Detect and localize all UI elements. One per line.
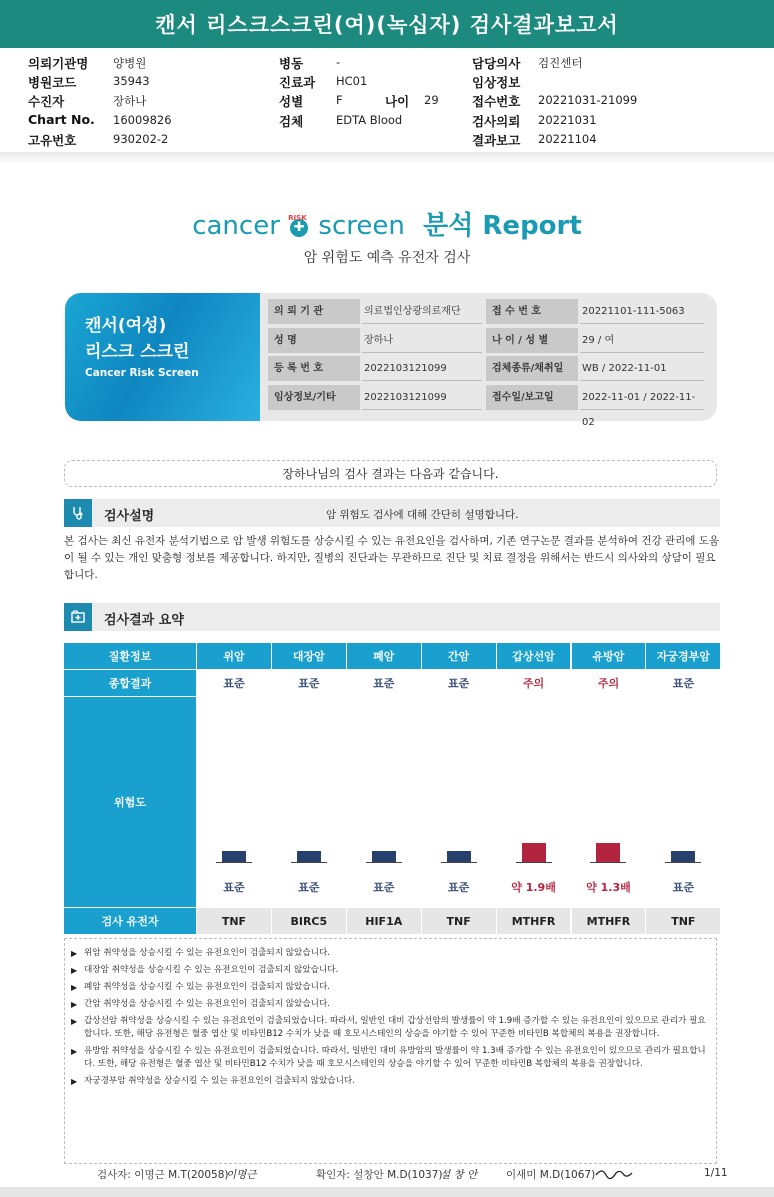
risk-bar	[522, 843, 546, 862]
test-description-text: 본 검사는 최신 유전자 분석기법으로 암 발생 위험도를 상승시킬 수 있는 유전요인을 검사하며, 기존 연구논문 결과를 분석하여 건강 관리에 도움이 될 수 있는 개인 맞춤형 정보를 제공합니다. 하지만, 질병의 진단과는 무관하므로 진단 및 치료 결정을 위해서는 반드시 의사와의 상담이 필요합니다.	[64, 535, 720, 581]
cancer-screen-logo	[0, 205, 774, 242]
bottom-strip	[0, 1187, 774, 1197]
report-icon	[64, 603, 92, 631]
info-value: 2022-11-01 / 2022-11-02	[580, 385, 704, 410]
note-item	[71, 1045, 709, 1071]
risk-bar	[671, 851, 695, 862]
disease-header-cell: 유방암	[572, 643, 646, 669]
note-text: 갑상선암 취약성을 상승시킬 수 있는 유전요인이 검출되었습니다. 따라서, 일반인 대비 갑상선암의 발생률이 약 1.9배 증가할 수 있는 유전요인이 있으므로 관리가 필요합니다. 또한, 해당 유전형은 혈중 엽산 및 비타민B12 수치가 낮을 때 호모시스테인의 상승을 야기할 수 있어 꾸준한 비타민B 복합체의 복용을 권장합니다.	[84, 1016, 706, 1039]
note-text: 간암 취약성을 상승시킬 수 있는 유전요인이 검출되지 않았습니다.	[84, 999, 330, 1009]
risk-label: 표준	[223, 881, 245, 894]
header-value: 20221031-21099	[538, 93, 638, 107]
risk-label: 표준	[298, 881, 320, 894]
header-label: Chart No.	[28, 112, 95, 127]
header-label: 의뢰기관명	[28, 56, 89, 71]
result-notice: 장하나님의 검사 결과는 다음과 같습니다.	[64, 460, 717, 487]
info-value: 29 / 여	[580, 328, 704, 353]
arrow-bullet-icon: ▶	[71, 1077, 78, 1086]
logo-risk-text: RISK	[288, 214, 307, 222]
gene-cell: HIF1A	[347, 908, 421, 934]
header-value: 장하나	[113, 94, 147, 108]
header-value: 930202-2	[113, 132, 169, 146]
risk-baseline	[590, 862, 626, 863]
confirmer-text: 확인자: 설창안 M.D(1037)	[316, 1169, 443, 1181]
risk-label: 표준	[448, 881, 470, 894]
note-item	[71, 981, 709, 994]
doctor2-text: 이새미 M.D(1067)	[506, 1169, 596, 1181]
arrow-bullet-icon: ▶	[71, 966, 78, 975]
overall-result-cell: 표준	[672, 677, 694, 690]
info-key: 접 수 번 호	[486, 299, 578, 324]
info-key: 등 록 번 호	[268, 356, 360, 381]
risk-bar	[596, 843, 620, 862]
logo-cancer: cancer	[192, 211, 280, 241]
header-value: 20221104	[538, 132, 597, 146]
header-label: 성별	[279, 94, 304, 109]
header-label: 담당의사	[472, 56, 521, 71]
header-value: -	[336, 55, 341, 69]
info-value: 2022103121099	[362, 385, 482, 410]
header-label: 검체	[279, 114, 304, 129]
disease-header-cell: 간암	[422, 643, 496, 669]
header-label: 진료과	[279, 75, 316, 90]
note-item	[71, 964, 709, 977]
gene-cell: BIRC5	[272, 908, 346, 934]
overall-result-cell: 주의	[597, 677, 620, 690]
header-label: 접수번호	[472, 94, 521, 109]
header-value: 20221031	[538, 113, 597, 127]
header-value: 35943	[113, 74, 150, 88]
risk-bar	[372, 851, 396, 862]
info-row	[268, 328, 708, 355]
note-text: 폐암 취약성을 상승시킬 수 있는 유전요인이 검출되지 않았습니다.	[84, 982, 330, 992]
section-description-subtitle: 암 위험도 검사에 대해 간단히 설명합니다.	[326, 509, 519, 521]
header-label: 고유번호	[28, 133, 77, 148]
risk-baseline	[216, 862, 252, 863]
header-age-label: 나이	[385, 94, 410, 109]
banner-title-en: Cancer Risk Screen	[85, 367, 199, 379]
header-value: 16009826	[113, 113, 172, 127]
risk-baseline	[516, 862, 552, 863]
header-value: HC01	[336, 74, 368, 88]
row-header-result: 종합결과	[64, 670, 196, 696]
risk-baseline	[291, 862, 327, 863]
page-number: 1/11	[704, 1167, 728, 1179]
risk-label: 표준	[672, 881, 694, 894]
header-value: 검진센터	[538, 56, 583, 70]
gene-cell: TNF	[422, 908, 496, 934]
disease-header-cell: 갑상선암	[497, 643, 571, 669]
risk-baseline	[366, 862, 402, 863]
arrow-bullet-icon: ▶	[71, 949, 78, 958]
header-value: F	[336, 93, 343, 107]
section-summary-bar	[64, 603, 720, 631]
risk-baseline	[665, 862, 701, 863]
row-header-risk: 위험도	[64, 697, 196, 907]
examiner-text: 검사자: 이명근 M.T(20058)	[97, 1169, 229, 1181]
arrow-bullet-icon: ▶	[71, 1017, 78, 1026]
info-value: 20221101-111-5063	[580, 299, 704, 324]
risk-baseline	[441, 862, 477, 863]
risk-cross-icon: ✚ RISK	[290, 219, 308, 237]
report-subtitle: 암 위험도 예측 유전자 검사	[303, 250, 471, 266]
info-value: 2022103121099	[362, 356, 482, 381]
result-notes-box	[64, 938, 717, 1164]
note-text: 대장암 취약성을 상승시킬 수 있는 유전요인이 검출되지 않았습니다.	[84, 965, 339, 975]
info-row	[268, 385, 708, 428]
info-key: 임상정보/기타	[268, 385, 360, 410]
note-text: 유방암 취약성을 상승시킬 수 있는 유전요인이 검출되었습니다. 따라서, 일반인 대비 유방암의 발생률이 약 1.3배 증가할 수 있는 유전요인이 있으므로 관리가 필요합니다. 또한, 해당 유전형은 혈중 엽산 및 비타민B12 수치가 낮을 때 호모시스테인의 상승을 야기할 수 있어 꾸준한 비타민B 복합체의 복용을 권장합니다.	[84, 1046, 706, 1069]
header-age-value: 29	[424, 93, 439, 107]
disease-header-cell: 위암	[197, 643, 271, 669]
report-title: 캔서 리스크스크린(여)(녹십자) 검사결과보고서	[0, 0, 774, 48]
note-item	[71, 1015, 709, 1041]
disease-header-cell: 대장암	[272, 643, 346, 669]
risk-label: 약 1.9배	[511, 881, 556, 894]
risk-label: 약 1.3배	[586, 881, 631, 894]
signature-footer	[0, 1165, 774, 1185]
note-text: 자궁경부암 취약성을 상승시킬 수 있는 유전요인이 검출되지 않았습니다.	[84, 1076, 355, 1086]
header-value: EDTA Blood	[336, 113, 403, 127]
info-key: 의 뢰 기 관	[268, 299, 360, 324]
arrow-bullet-icon: ▶	[71, 1047, 78, 1056]
info-value: 의료법인상광의료재단	[362, 299, 482, 324]
overall-result-cell: 표준	[448, 677, 470, 690]
note-item	[71, 947, 709, 960]
header-label: 결과보고	[472, 133, 521, 148]
examiner-signature: 이명근	[226, 1169, 257, 1181]
overall-result-cell: 표준	[298, 677, 320, 690]
section-description-bar	[64, 499, 720, 527]
banner-title-2: 리스크 스크린	[85, 342, 190, 362]
info-row	[268, 356, 708, 383]
section-summary-title: 검사결과 요약	[104, 613, 184, 628]
arrow-bullet-icon: ▶	[71, 983, 78, 992]
logo-screen: screen	[318, 211, 405, 241]
risk-bar	[447, 851, 471, 862]
arrow-bullet-icon: ▶	[71, 1000, 78, 1009]
info-key: 접수일/보고일	[486, 385, 578, 410]
risk-label: 표준	[373, 881, 395, 894]
gene-cell: MTHFR	[572, 908, 646, 934]
note-item	[71, 998, 709, 1011]
doctor2-signature	[594, 1165, 634, 1181]
header-label: 임상정보	[472, 75, 521, 90]
confirmer-signature: 설 창 안	[440, 1169, 478, 1181]
gene-cell: TNF	[646, 908, 720, 934]
overall-result-cell: 표준	[373, 677, 395, 690]
banner-title-1: 캔서(여성)	[85, 316, 167, 336]
header-label: 수진자	[28, 94, 65, 109]
info-card-banner	[65, 293, 260, 421]
gene-cell: MTHFR	[497, 908, 571, 934]
info-row	[268, 299, 708, 326]
header-label: 검사의뢰	[472, 114, 521, 129]
risk-bar	[297, 851, 321, 862]
overall-result-cell: 주의	[522, 677, 545, 690]
patient-info-card	[65, 293, 717, 428]
gene-cell: TNF	[197, 908, 271, 934]
disease-header-cell: 폐암	[347, 643, 421, 669]
header-label: 병원코드	[28, 75, 77, 90]
section-description-title: 검사설명	[104, 509, 155, 524]
disease-header-cell: 자궁경부암	[646, 643, 720, 669]
note-item	[71, 1075, 709, 1088]
patient-header	[0, 54, 774, 152]
info-value: 장하나	[362, 328, 482, 353]
header-label: 병동	[279, 56, 304, 71]
info-key: 나 이 / 성 별	[486, 328, 578, 353]
row-header-disease: 질환정보	[64, 643, 196, 669]
risk-bar	[222, 851, 246, 862]
row-header-gene: 검사 유전자	[64, 908, 196, 934]
info-key: 검체종류/채취일	[486, 356, 578, 381]
note-text: 위암 취약성을 상승시킬 수 있는 유전요인이 검출되지 않았습니다.	[84, 948, 330, 958]
header-divider	[0, 152, 774, 164]
info-key: 성 명	[268, 328, 360, 353]
overall-result-cell: 표준	[223, 677, 245, 690]
header-value: 양병원	[113, 56, 147, 70]
stethoscope-icon	[64, 499, 92, 527]
info-value: WB / 2022-11-01	[580, 356, 704, 381]
logo-report: 분석 Report	[423, 211, 582, 241]
